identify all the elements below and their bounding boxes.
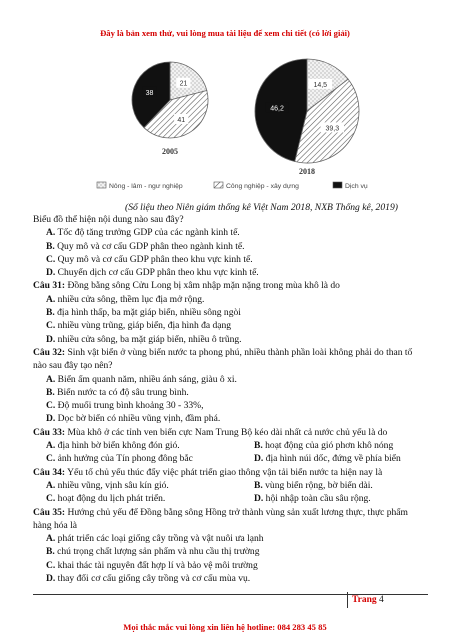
pie-year-label: 2005	[162, 147, 178, 156]
legend-label: Công nghiệp - xây dựng	[226, 183, 299, 190]
legend-swatch	[214, 182, 223, 188]
question-body	[33, 213, 428, 585]
preview-notice: Đây là bản xem thử, vui lòng mua tài liệu để xem chi tiết (có lời giải)	[100, 28, 350, 38]
option: B. Quy mô và cơ cấu GDP phân theo ngành kinh tế.	[46, 240, 245, 252]
option: A. phát triển các loại giống cây trồng và vật nuôi ưa lạnh	[46, 533, 264, 545]
question-32-stem: Câu 32: Sinh vật biển ở vùng biển nước ta phong phú, nhiều thành phần loài không phải do than tố nào sau đây tạo nên?	[33, 346, 413, 372]
legend-label: Nông - lâm - ngư nghiệp	[109, 183, 183, 190]
data-label: 38	[145, 89, 154, 97]
pie-year-label: 2018	[299, 167, 315, 176]
option: A. Tốc độ tăng trưởng GDP của các ngành kinh tế.	[46, 227, 240, 239]
option-row: C. ảnh hưởng của Tín phong đông bắc D. địa hình núi dốc, đứng về phía biển	[46, 453, 401, 465]
question-34-stem: Câu 34: Yếu tố chủ yếu thúc đẩy việc phát triển giao thông vận tải biển nước ta hiện nay là	[33, 466, 383, 478]
option: C. khai thác tài nguyên đất hợp lí và bảo vệ môi trường	[46, 559, 258, 571]
legend-swatch	[97, 182, 106, 188]
option: A. Biển ấm quanh năm, nhiều ánh sáng, giàu ô xi.	[46, 373, 237, 385]
data-label: 41	[177, 116, 186, 124]
option: C. Quy mô và cơ cấu GDP phân theo khu vực kinh tế.	[46, 253, 253, 265]
question-33-stem: Câu 33: Mùa khô ở các tỉnh ven biển cực Nam Trung Bộ kéo dài nhất cả nước chủ yếu là do	[33, 426, 388, 438]
question-35-stem: Câu 35: Hướng chủ yếu để Đồng bằng sông Hồng trở thành vùng sản xuất lương thực, thực phẩm hàng hóa là	[33, 506, 408, 531]
option: D. nhiều cửa sông, ba mặt giáp biển, nhiều ô trũng.	[46, 333, 242, 345]
data-label: 21	[179, 80, 188, 88]
question-30-stem: Biểu đồ thể hiện nội dung nào sau đây?	[33, 214, 184, 225]
option-row: A. địa hình bờ biển không đón gió. B. hoạt động của gió phơn khô nóng	[46, 440, 394, 452]
legend-swatch	[333, 182, 342, 188]
chart-legend	[97, 182, 368, 190]
option: D. Chuyển dịch cơ cấu GDP phân theo khu vực kinh tế.	[46, 267, 259, 279]
legend-label: Dịch vụ	[345, 183, 368, 190]
option: B. chú trọng chất lượng sản phẩm và nhu cầu thị trường	[46, 546, 260, 558]
option: B. Biển nước ta có độ sâu trung bình.	[46, 386, 189, 398]
option: C. Độ muối trung bình khoảng 30 - 33%,	[46, 400, 204, 412]
question-30-options	[33, 226, 428, 279]
option-row: C. hoạt động du lịch phát triển. D. hội nhập toàn cầu sâu rộng.	[46, 493, 371, 505]
page-number: Trang 4	[347, 592, 384, 608]
data-label: 14,5	[313, 81, 328, 89]
option: C. nhiều vùng trũng, giáp biển, địa hình đa dạng	[46, 320, 232, 332]
hotline-notice: Mọi thắc mắc vui lòng xin liên hệ hotline: 084 283 45 85	[123, 622, 327, 632]
option: D. Dọc bờ biển có nhiều vũng vịnh, đầm phá.	[46, 413, 221, 425]
option-row: A. nhiều vũng, vịnh sâu kín gió. B. vùng biển rộng, bờ biển dài.	[46, 479, 373, 491]
pie-charts	[0, 0, 450, 200]
option: A. nhiều cửa sông, thềm lục địa mở rộng.	[46, 293, 205, 305]
question-31-stem: Câu 31: Đồng bằng sông Cửu Long bị xâm nhập mặn nặng trong mùa khô là do	[33, 280, 340, 292]
source-note: (Số liệu theo Niên giám thống kê Việt Nam 2018, NXB Thống kê, 2019)	[125, 202, 398, 213]
data-label: 39,3	[325, 125, 340, 133]
option: B. địa hình thấp, ba mặt giáp biển, nhiều sông ngòi	[46, 307, 241, 319]
option: D. thay đổi cơ cấu giống cây trồng và cơ cấu mùa vụ.	[46, 573, 251, 585]
data-label: 46,2	[270, 105, 284, 113]
